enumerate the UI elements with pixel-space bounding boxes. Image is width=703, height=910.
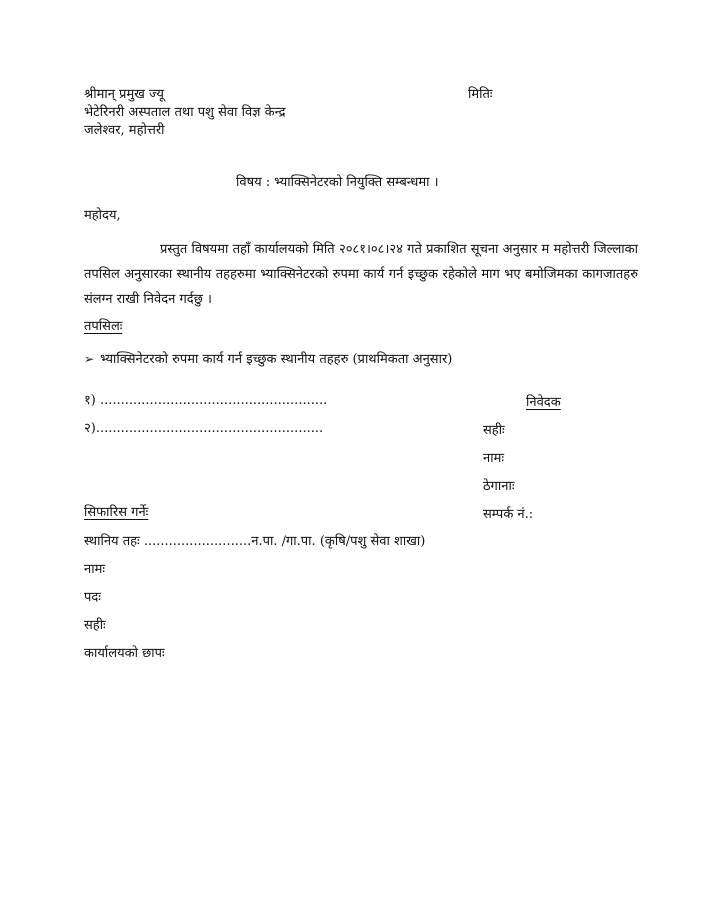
details-heading: तपसिलः [84,319,123,334]
recommendation-heading: सिफारिस गर्नेः [84,505,149,520]
recipient-line-3: जलेश्वर, महोत्तरी [84,123,165,138]
applicant-signature-label: सहीः [483,423,505,438]
priority-item-1: १) ....................................................... [84,393,328,408]
recommender-post-label: पदः [84,590,101,605]
applicant-address-label: ठेगानाः [483,479,515,494]
bullet-text: भ्याक्सिनेटरको रुपमा कार्य गर्न इच्छुक स्थानीय तहहरु (प्राथमिकता अनुसार) [100,352,453,367]
recommender-name-label: नामः [84,562,105,577]
body-paragraph [84,237,638,312]
date-label: मितिः [468,87,493,102]
salutation: महोदय, [84,208,121,223]
applicant-name-label: नामः [483,451,504,466]
recipient-line-1: श्रीमान् प्रमुख ज्यू [84,87,164,102]
subject-line: विषय : भ्याक्सिनेटरको नियुक्ति सम्बन्धमा । [236,175,439,190]
local-level-line: स्थानिय तहः ..........................न.पा. /गा.पा. (कृषि/पशु सेवा शाखा) [84,534,426,549]
priority-item-2: २)....................................................... [84,421,324,436]
body-paragraph-text: प्रस्तुत विषयमा तहाँ कार्यालयको मिति २०८१।०८।२४ गते प्रकाशित सूचना अनुसार म महोत्तरी जिल्लाका तपसिल अनुसारका स्थानीय तहहरुमा भ्याक्सिनेटरको रुपमा कार्य गर्न इच्छुक रहेकोले माग भए बमोजिमका कागजातहरु संलग्न राखी निवेदन गर्दछु । [84,242,638,307]
recommender-signature-label: सहीः [84,618,106,633]
applicant-heading: निवेदक [526,395,561,410]
office-stamp-label: कार्यालयको छापः [84,646,165,661]
recipient-line-2: भेटेरिनरी अस्पताल तथा पशु सेवा विज्ञ केन्द्र [84,105,286,120]
bullet-line [84,350,452,369]
arrow-bullet-icon: ➢ [84,352,95,366]
applicant-contact-label: सम्पर्क नं.: [483,507,534,522]
